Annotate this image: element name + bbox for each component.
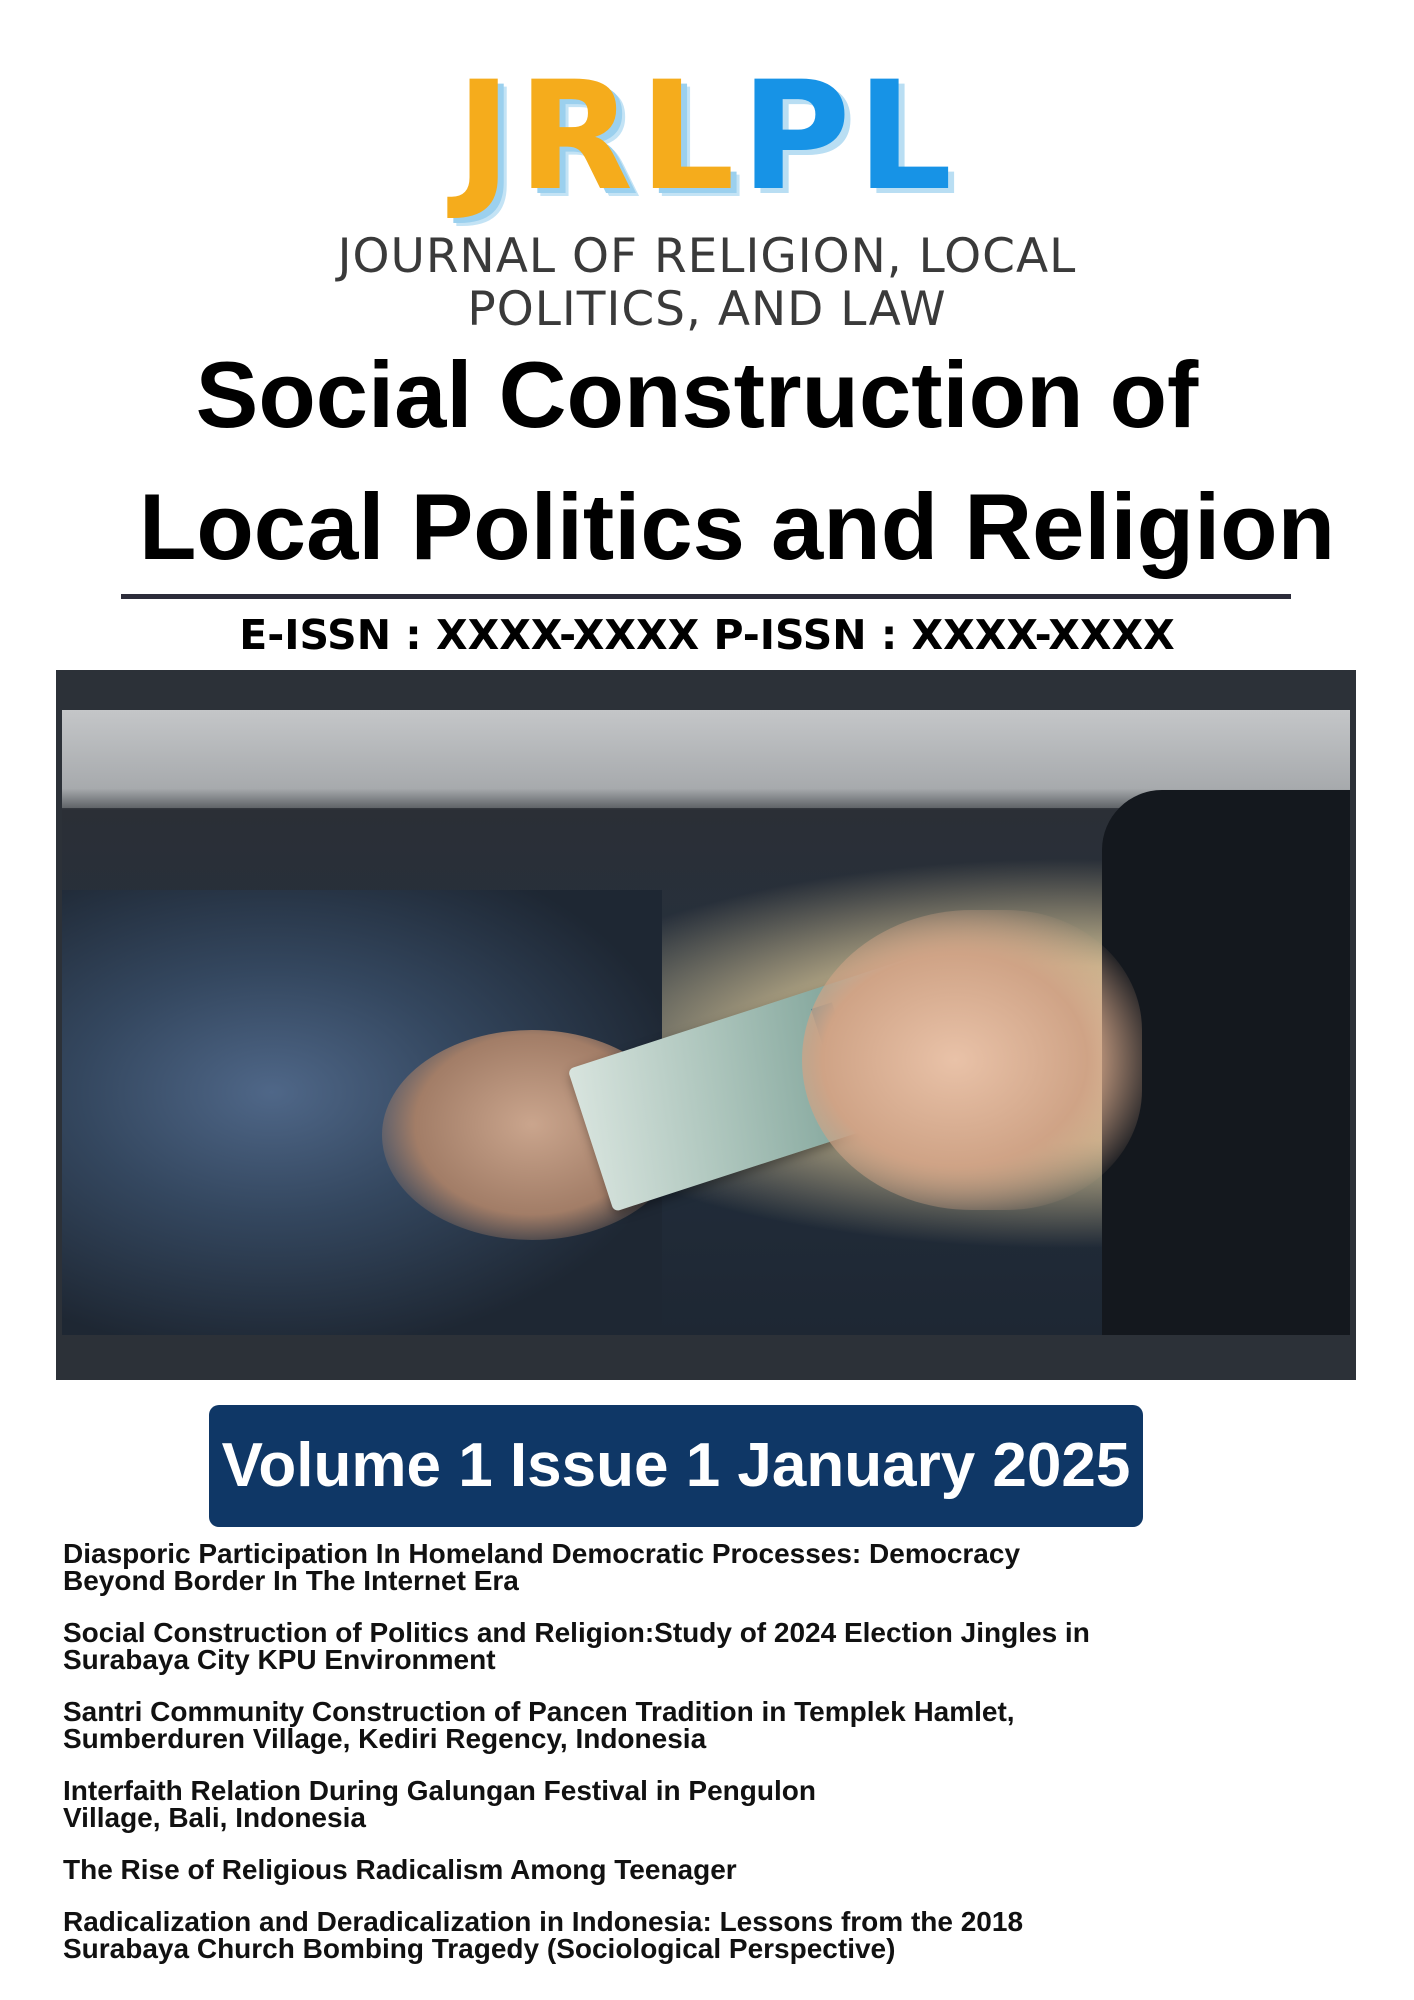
issn-line: E-ISSN : XXXX-XXXX P-ISSN : XXXX-XXXX (239, 611, 1175, 659)
article-title-line2: Village, Bali, Indonesia (63, 1802, 366, 1833)
title-divider (121, 594, 1291, 599)
article-title-line1: The Rise of Religious Radicalism Among Teenager (63, 1854, 737, 1885)
logo-letter-p: P (740, 50, 857, 224)
article-title-line1: Diasporic Participation In Homeland Democratic Processes: Democracy (63, 1538, 1021, 1569)
article-title (63, 1856, 1363, 1883)
article-title-line2: Surabaya City KPU Environment (63, 1644, 496, 1675)
journal-logo (0, 50, 1414, 224)
article-title-line2: Surabaya Church Bombing Tragedy (Sociological Perspective) (63, 1933, 896, 1964)
article-title (63, 1540, 1363, 1594)
article-title-line1: Social Construction of Politics and Religion:Study of 2024 Election Jingles in (63, 1617, 1090, 1648)
article-title-line2: Sumberduren Village, Kediri Regency, Indonesia (63, 1723, 707, 1754)
article-title (63, 1698, 1363, 1752)
article-list (63, 1540, 1363, 1987)
cover-title-line1: Social Construction of (195, 342, 1199, 447)
article-title-line1: Radicalization and Deradicalization in Indonesia: Lessons from the 2018 (63, 1906, 1024, 1937)
journal-name-line2: POLITICS, AND LAW (467, 282, 947, 337)
cover-photo (56, 670, 1356, 1380)
logo-letter-j: J (455, 50, 518, 224)
article-title (63, 1619, 1363, 1673)
journal-name-line1: JOURNAL OF RELIGION, LOCAL (337, 229, 1077, 284)
logo-letter-l: L (639, 50, 741, 224)
article-title (63, 1908, 1363, 1962)
volume-issue-banner: Volume 1 Issue 1 January 2025 (209, 1405, 1143, 1527)
cover-title-line2: Local Politics and Religion (138, 474, 1336, 579)
article-title-line1: Interfaith Relation During Galungan Festival in Pengulon (63, 1775, 816, 1806)
cover-photo-scene (62, 710, 1350, 1335)
photo-giving-hand (802, 910, 1142, 1210)
logo-letter-r: R (517, 50, 640, 224)
article-title-line2: Beyond Border In The Internet Era (63, 1565, 519, 1596)
logo-letter-l2: L (856, 50, 959, 224)
article-title-line1: Santri Community Construction of Pancen Tradition in Templek Hamlet, (63, 1696, 1015, 1727)
article-title (63, 1777, 1363, 1831)
